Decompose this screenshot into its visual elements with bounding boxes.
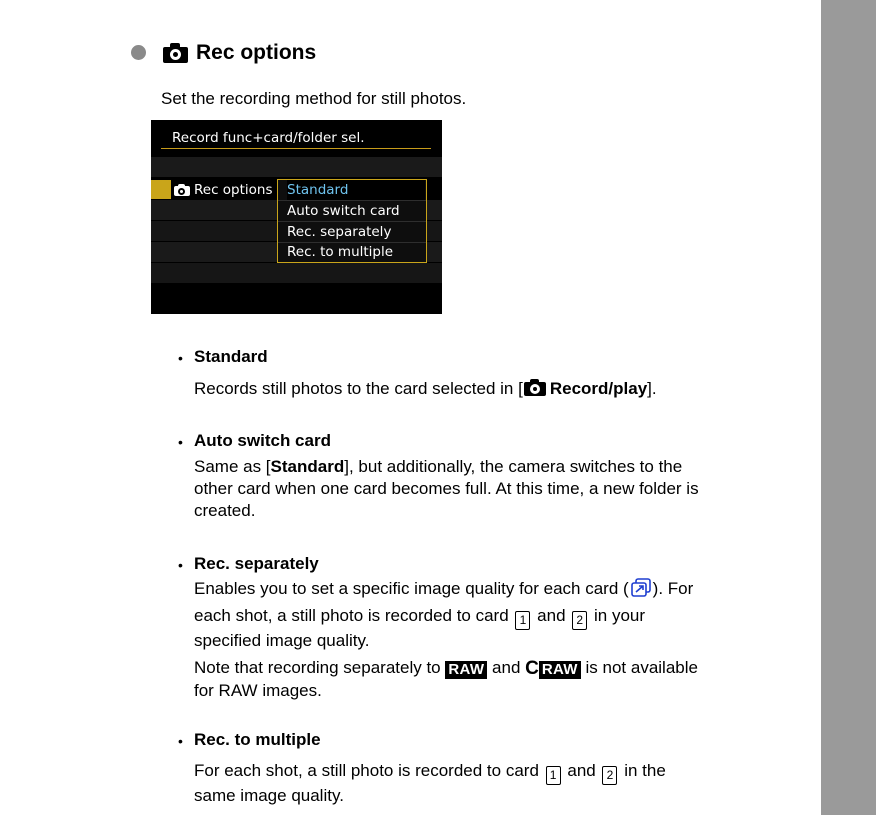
option-rec-separately[interactable]: Rec. separately	[287, 224, 392, 240]
screen-title-underline	[161, 148, 431, 149]
camera-menu-screenshot	[151, 120, 442, 314]
section-title: Rec options	[163, 38, 316, 68]
raw-icon: RAW	[445, 661, 487, 679]
card-2-icon: 2	[572, 611, 587, 630]
craw-icon: RAW	[539, 661, 581, 679]
rec-multiple-description: For each shot, a still photo is recorded to card 1 and 2 in the same image quality.	[194, 761, 666, 805]
auto-switch-description: Same as [Standard], but additionally, the camera switches to the other card when one card becomes full. At this time, a new folder is created.	[194, 457, 699, 520]
rec-separately-description: Enables you to set a specific image quality for each card ( ). For each shot, a still photo is recorded to card 1 and 2 in your specified image quality. Note that recording separately to RAW and C RAW is not available for RAW images.	[194, 579, 698, 700]
menu-row-bg	[151, 263, 442, 283]
intro-text: Set the recording method for still photos.	[161, 89, 467, 108]
option-standard[interactable]: Standard	[287, 180, 425, 200]
rec-options-label[interactable]: Rec options	[171, 180, 277, 199]
option-auto-switch-card[interactable]: Auto switch card	[287, 203, 400, 219]
card-1-icon: 1	[515, 611, 530, 630]
menu-row-bg	[151, 157, 442, 177]
camera-icon	[174, 184, 190, 196]
card-1-icon: 1	[546, 766, 561, 785]
heading-auto-switch-card: Auto switch card	[194, 431, 331, 450]
heading-standard: Standard	[194, 347, 268, 366]
standard-description: Records still photos to the card selected in [ Record/play].	[194, 379, 657, 398]
heading-rec-to-multiple: Rec. to multiple	[194, 730, 321, 749]
options-dropdown[interactable]	[277, 179, 427, 263]
list-bullet: •	[178, 557, 183, 573]
card-2-icon: 2	[602, 766, 617, 785]
scrollbar[interactable]	[821, 0, 876, 815]
camera-icon	[524, 379, 546, 396]
camera-icon	[163, 43, 188, 63]
list-bullet: •	[178, 434, 183, 450]
craw-c-letter: C	[525, 658, 539, 679]
page-reference-icon[interactable]	[630, 578, 652, 604]
screen-title: Record func+card/folder sel.	[172, 130, 365, 146]
option-rec-to-multiple[interactable]: Rec. to multiple	[287, 244, 394, 260]
section-bullet-icon	[131, 45, 146, 60]
list-bullet: •	[178, 733, 183, 749]
list-bullet: •	[178, 350, 183, 366]
heading-rec-separately: Rec. separately	[194, 554, 319, 573]
